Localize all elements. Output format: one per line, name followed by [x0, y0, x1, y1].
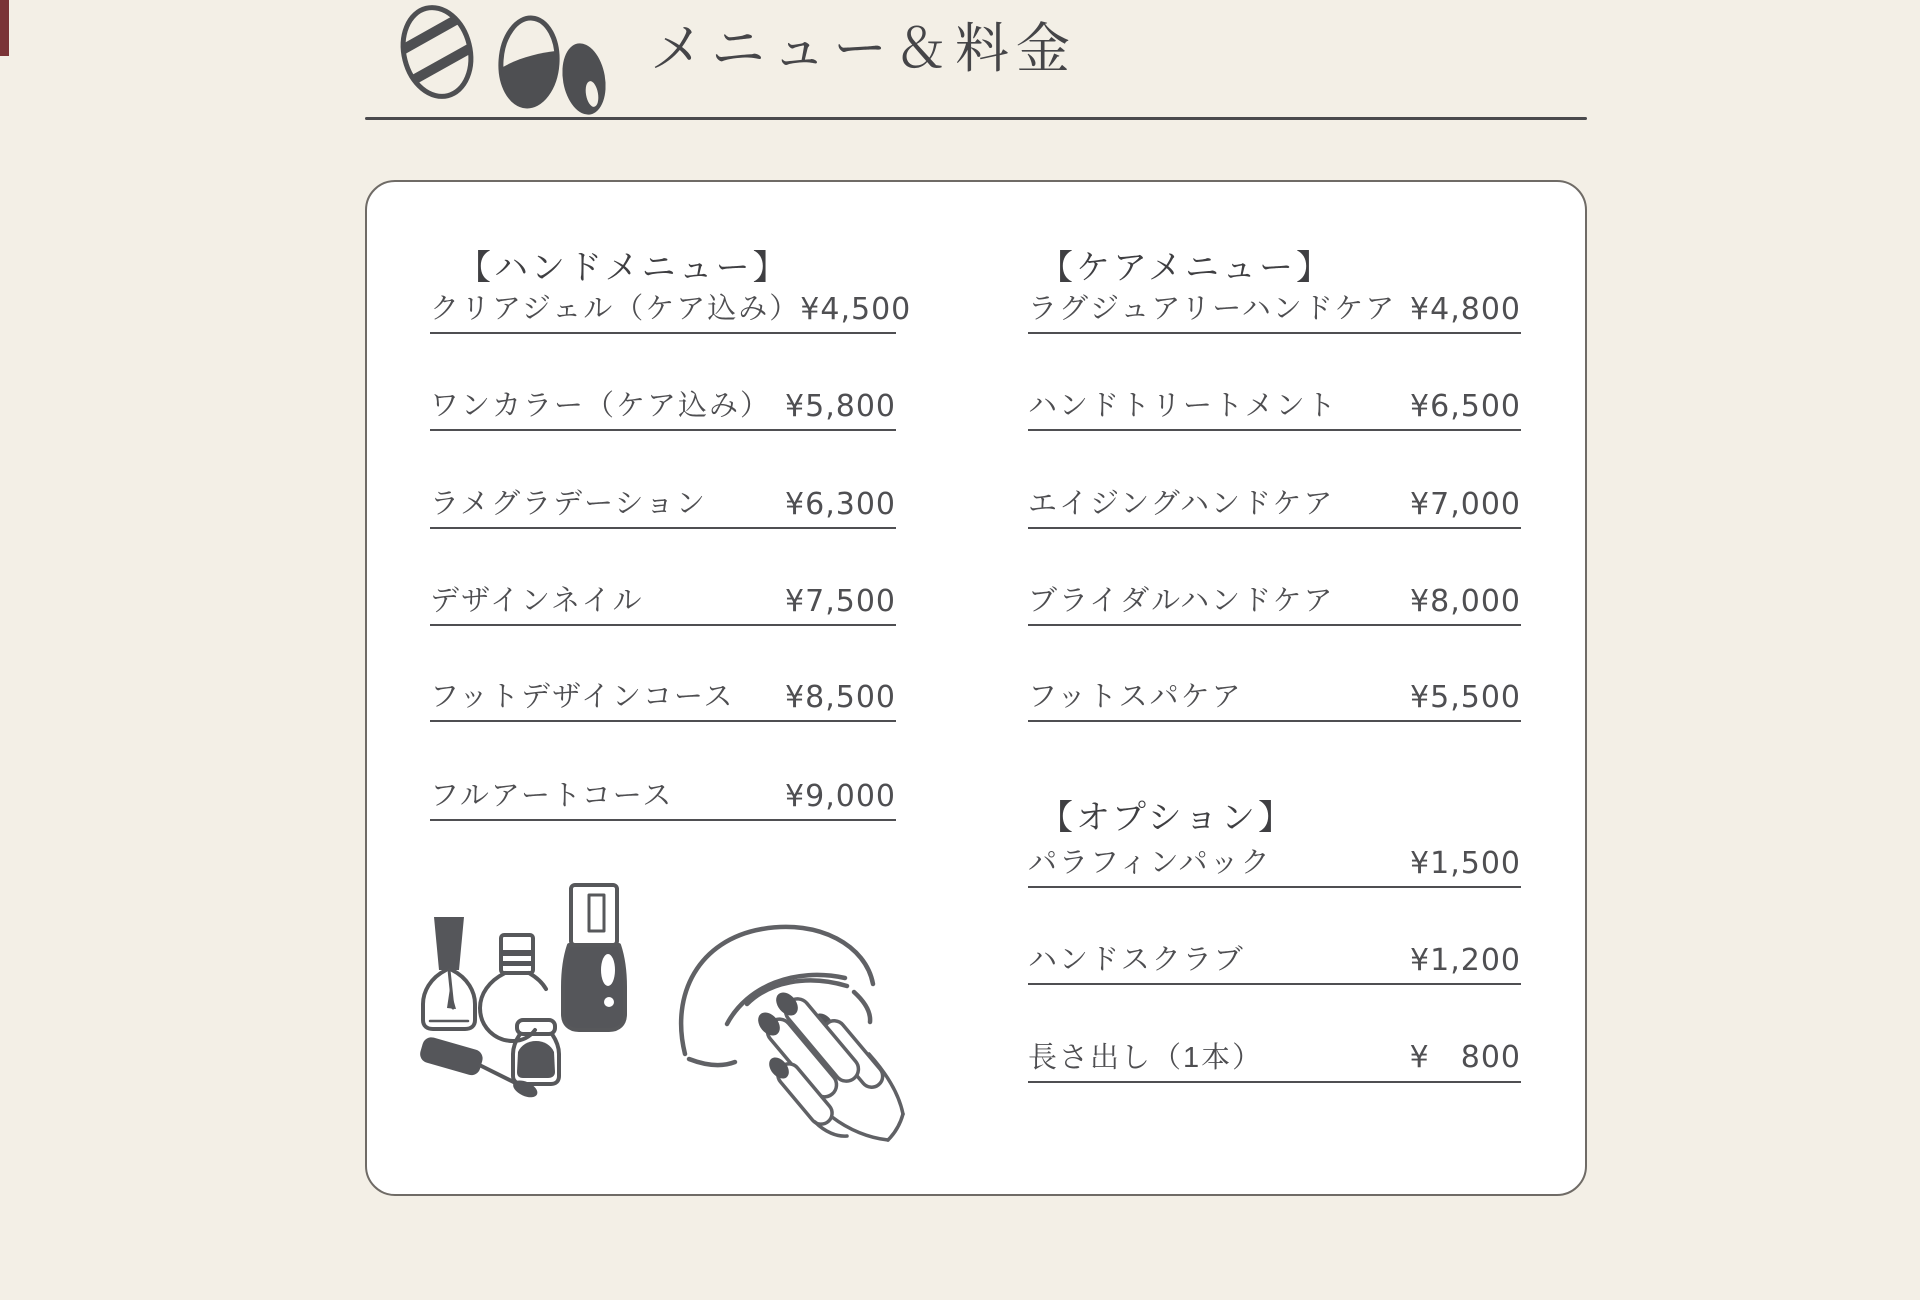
menu-item-hand-scrub [1028, 933, 1521, 985]
menu-item-price: ¥6,500 [1410, 389, 1521, 424]
menu-item-lame-gradation [430, 477, 896, 529]
menu-item-hand-treatment [1028, 379, 1521, 431]
menu-item-label: フットスパケア [1028, 681, 1243, 713]
hand-with-painted-nails [754, 988, 903, 1140]
menu-item-label: ハンドトリートメント [1028, 390, 1338, 422]
hand-menu-heading: 【ハンドメニュー】 [457, 249, 790, 287]
menu-item-price: ¥8,000 [1410, 584, 1521, 619]
page-title: メニュー＆料金 [650, 19, 1077, 79]
menu-item-bridal-hand-care [1028, 574, 1521, 626]
menu-item-price: ¥4,800 [1410, 292, 1521, 327]
menu-item-price: ¥6,300 [785, 487, 896, 522]
menu-item-price: ¥1,500 [1410, 846, 1521, 881]
menu-card [365, 180, 1587, 1196]
menu-item-label: エイジングハンドケア [1028, 488, 1335, 520]
menu-item-label: デザインネイル [430, 585, 644, 617]
menu-item-label: パラフィンパック [1028, 847, 1272, 879]
menu-item-price: ¥8,500 [785, 680, 896, 715]
menu-item-price: ¥ 800 [1409, 1040, 1521, 1075]
nail-tips-icon [395, 0, 615, 122]
menu-item-label: フルアートコース [430, 780, 674, 812]
option-menu-heading: 【オプション】 [1039, 799, 1295, 837]
care-menu-heading: 【ケアメニュー】 [1039, 249, 1333, 287]
menu-item-label: ブライダルハンドケア [1028, 585, 1335, 617]
menu-item-luxury-hand-care [1028, 282, 1521, 334]
menu-item-price: ¥7,500 [785, 584, 896, 619]
menu-item-label: ワンカラー（ケア込み） [430, 390, 772, 422]
menu-item-label: フットデザインコース [430, 681, 735, 713]
menu-item-aging-hand-care [1028, 477, 1521, 529]
menu-item-foot-spa-care [1028, 670, 1521, 722]
menu-item-full-art [430, 769, 896, 821]
menu-item-price: ¥5,800 [785, 389, 896, 424]
title-underline [365, 117, 1587, 120]
menu-item-label: ハンドスクラブ [1028, 944, 1245, 976]
menu-item-price: ¥9,000 [785, 779, 896, 814]
menu-item-label: ラグジュアリーハンドケア [1028, 293, 1397, 325]
menu-item-paraffin-pack [1028, 836, 1521, 888]
nail-polish-bottles-and-uv-lamp-illustration [417, 882, 917, 1154]
menu-item-label: クリアジェル（ケア込み） [430, 293, 801, 325]
menu-item-label: 長さ出し（1本） [1028, 1042, 1264, 1074]
menu-item-price: ¥7,000 [1410, 487, 1521, 522]
menu-item-price: ¥5,500 [1410, 680, 1521, 715]
menu-item-design-nail [430, 574, 896, 626]
menu-item-length-extension [1028, 1031, 1521, 1083]
menu-item-one-color [430, 379, 896, 431]
menu-item-label: ラメグラデーション [430, 488, 707, 520]
menu-item-foot-design [430, 670, 896, 722]
menu-item-price: ¥4,500 [800, 292, 912, 327]
page-edge-mark [0, 0, 9, 56]
menu-item-clear-gel [430, 282, 912, 334]
menu-item-price: ¥1,200 [1410, 943, 1521, 978]
